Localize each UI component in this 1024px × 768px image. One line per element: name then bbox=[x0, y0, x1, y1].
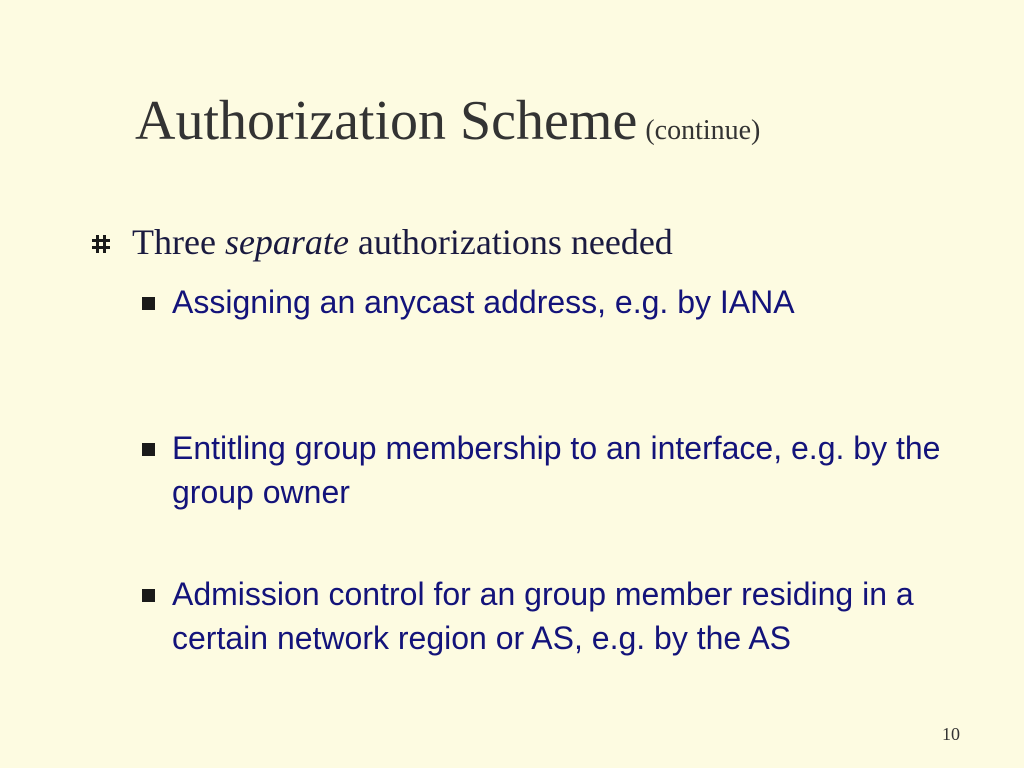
title-main: Authorization Scheme bbox=[135, 90, 638, 152]
sub-bullet-item bbox=[140, 572, 960, 660]
sub-bullet-text: Entitling group membership to an interface, e.g. by the group owner bbox=[172, 430, 941, 510]
sub-bullet-item bbox=[140, 280, 960, 324]
main-text-after: authorizations needed bbox=[357, 222, 673, 262]
main-text-emphasis: separate bbox=[224, 222, 349, 262]
square-bullet-icon bbox=[142, 589, 155, 602]
sub-bullet-item bbox=[140, 426, 960, 514]
slide-title bbox=[135, 86, 760, 156]
hash-bullet-icon bbox=[91, 234, 111, 254]
main-text-before: Three bbox=[132, 222, 216, 262]
sub-bullet-text: Admission control for an group member residing in a certain network region or AS, e.g. by the AS bbox=[172, 576, 914, 656]
page-number: 10 bbox=[942, 724, 960, 744]
main-bullet-text bbox=[132, 220, 673, 264]
square-bullet-icon bbox=[142, 297, 155, 310]
square-bullet-icon bbox=[142, 443, 155, 456]
title-suffix: (continue) bbox=[645, 115, 761, 146]
sub-bullet-text: Assigning an anycast address, e.g. by IANA bbox=[172, 284, 795, 320]
